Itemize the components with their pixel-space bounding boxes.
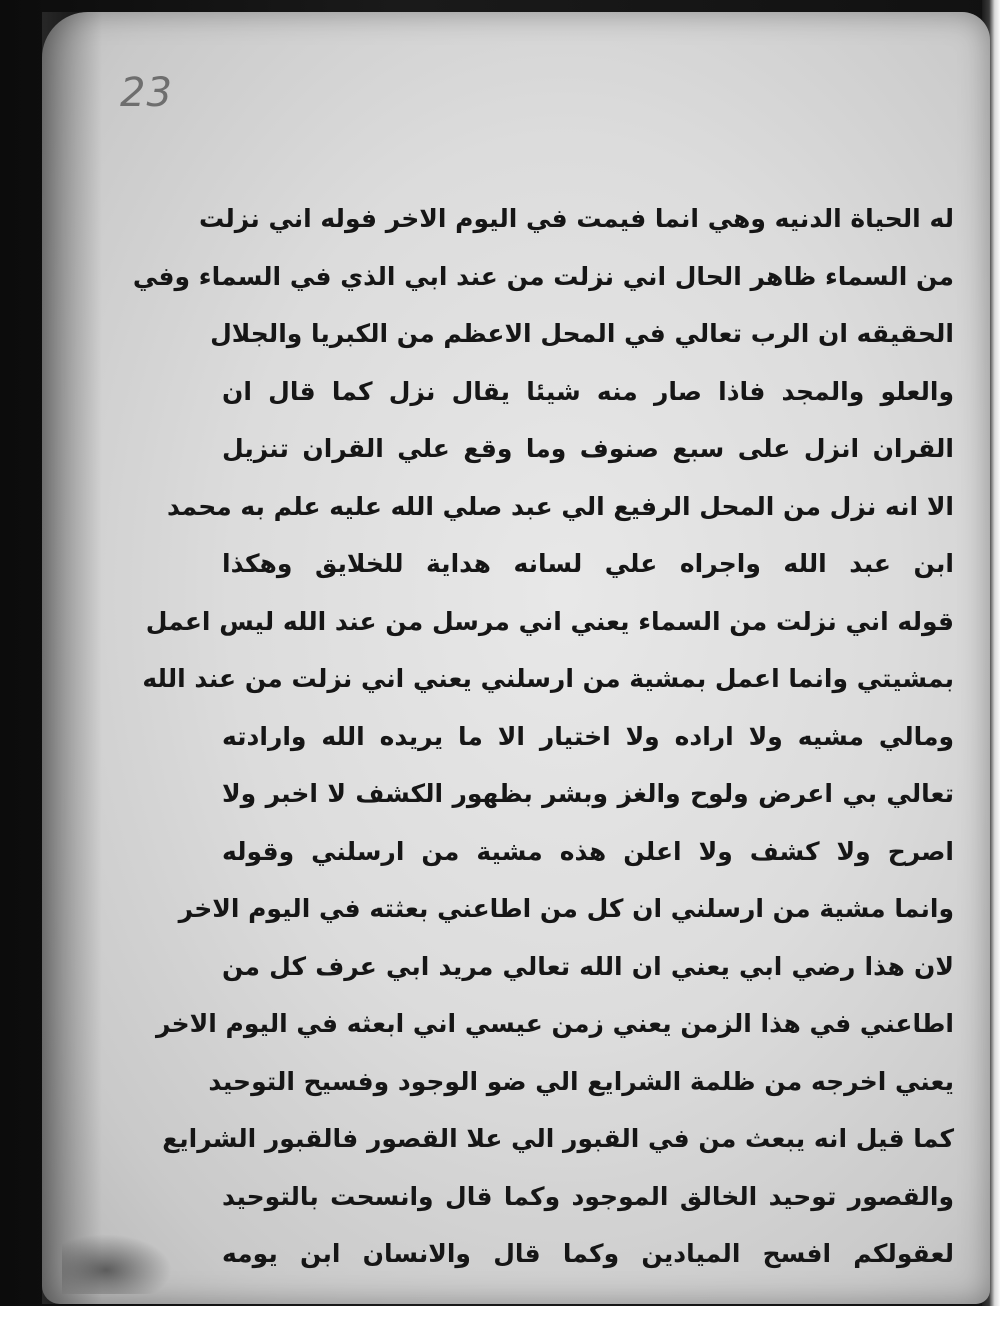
text-line: له الحياة الدنيه وهي انما فيمت في اليوم الاخر فوله اني نزلت <box>198 204 954 233</box>
text-line: ومالي مشيه ولا اراده ولا اختيار الا ما يريده الله وارادته <box>222 721 954 751</box>
text-line: من السماء ظاهر الحال اني نزلت من عند ابي الذي في السماء وفي <box>132 261 954 291</box>
text-line: القران انزل على سبع صنوف وما وقع علي القران تنزيل <box>222 434 954 463</box>
text-line: وانما مشية من ارسلني ان كل من اطاعني بعثته في اليوم الاخر <box>178 894 954 923</box>
text-line: الا انه نزل من المحل الرفيع الي عبد صلي الله عليه علم به محمد <box>167 491 954 521</box>
text-line: كما قيل انه يبعث من في القبور الي علا القصور فالقبور الشرايع <box>162 1124 954 1153</box>
text-line: اطاعني في هذا الزمن يعني زمن عيسي اني ابعثه في اليوم الاخر <box>156 1009 954 1038</box>
text-line: تعالي بي اعرض ولوح والغز وبشر بظهور الكشف لا اخبر ولا <box>222 779 954 808</box>
page-gutter-shadow <box>42 12 102 1304</box>
text-line: الحقيقه ان الرب تعالي في المحل الاعظم من الكبريا والجلال <box>210 319 954 348</box>
folio-number: 23 <box>120 70 173 116</box>
text-line: والعلو والمجد فاذا صار منه شيئا يقال نزل كما قال ان <box>222 376 954 406</box>
page-stain <box>62 1234 172 1294</box>
text-line: يعني اخرجه من ظلمة الشرايع الي ضو الوجود وفسيح التوحيد <box>208 1066 954 1096</box>
text-line: لعقولكم افسح الميادين وكما قال والانسان ابن يومه <box>222 1239 954 1268</box>
scan-bottom-margin <box>0 1306 1000 1322</box>
text-line: قوله اني نزلت من السماء يعني اني مرسل من عند الله ليس اعمل <box>145 606 954 636</box>
arabic-text-block <box>132 190 954 1283</box>
text-line: اصرح ولا كشف ولا اعلن هذه مشية من ارسلني وقوله <box>222 836 954 866</box>
text-line: ابن عبد الله واجراه علي لسانه هداية للخلايق وهكذا <box>222 549 954 578</box>
text-line: لان هذا رضي ابي يعني ان الله تعالي مريد ابي عرف كل من <box>222 951 954 981</box>
text-line: بمشيتي وانما اعمل بمشية من ارسلني يعني اني نزلت من عند الله <box>142 664 954 693</box>
manuscript-page <box>42 12 990 1304</box>
text-line: والقصور توحيد الخالق الموجود وكما قال وانسحت بالتوحيد <box>222 1181 954 1211</box>
